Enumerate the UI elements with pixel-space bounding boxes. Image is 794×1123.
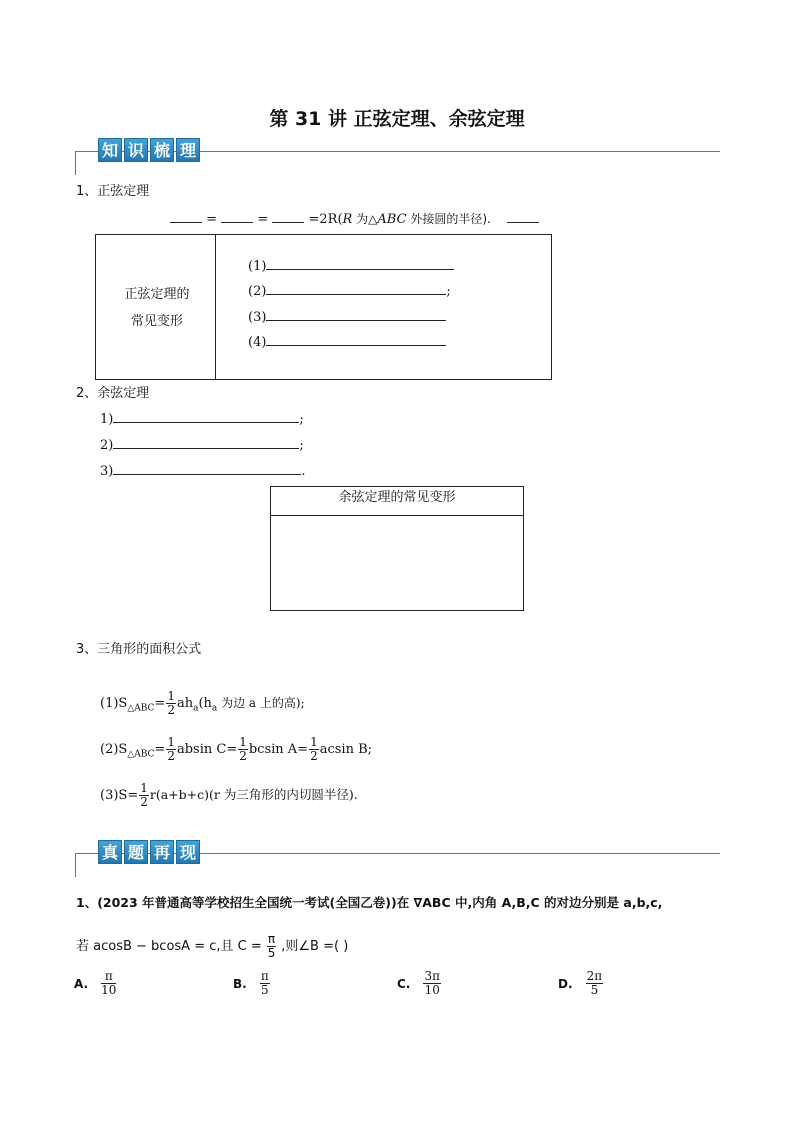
blank <box>272 210 304 223</box>
den: 2 <box>167 749 175 763</box>
den: 10 <box>101 983 117 997</box>
area-formula-1 <box>100 690 305 717</box>
suffix: ; <box>299 438 304 453</box>
banner-char: 现 <box>176 840 200 864</box>
num: π <box>260 969 269 983</box>
f-prefix: (3)S= <box>100 788 139 803</box>
option-c[interactable] <box>397 970 442 997</box>
c-fraction <box>267 933 276 960</box>
num: π <box>101 970 116 984</box>
suffix: ; <box>299 412 304 427</box>
option-label: D. <box>558 977 573 991</box>
sine-variants-table <box>95 234 552 380</box>
option-fraction <box>586 970 604 997</box>
blank <box>266 257 454 270</box>
f-prefix: (1)S <box>100 696 128 711</box>
cond-b: ,则∠B =( ) <box>281 939 349 954</box>
num: 2π <box>586 969 603 983</box>
suffix: . <box>301 464 306 479</box>
option-fraction <box>260 970 270 997</box>
item-num: (2) <box>248 284 267 299</box>
r-var: R <box>342 212 353 227</box>
den: 5 <box>260 983 269 997</box>
table-label: 正弦定理的常见变形 <box>124 287 190 329</box>
den: 2 <box>239 749 247 763</box>
num: 1 <box>310 735 318 749</box>
f-sub: a <box>193 703 199 714</box>
blank <box>221 210 253 223</box>
den: 10 <box>424 983 440 997</box>
option-label: A. <box>74 977 89 991</box>
den: 2 <box>167 703 175 717</box>
option-b[interactable] <box>233 970 271 997</box>
equals-2r: =2R( <box>308 212 343 227</box>
half-fraction <box>309 736 319 763</box>
section-banner-past-exams <box>98 840 202 866</box>
item-num: (4) <box>248 335 267 350</box>
sine-law-formula <box>170 210 539 227</box>
half-fraction <box>238 736 248 763</box>
cond-a: 若 acosB − bcosA = c,且 C = <box>76 939 262 954</box>
banner-left-rule <box>75 151 76 175</box>
cos-variants-box <box>270 486 524 611</box>
f-eq: = <box>154 742 166 757</box>
page-title: 第 31 讲 正弦定理、余弦定理 <box>269 108 525 130</box>
f-body: ah <box>176 696 194 711</box>
num: 3π <box>424 969 440 983</box>
box-title: 余弦定理的常见变形 <box>271 487 523 516</box>
half-fraction <box>139 782 149 809</box>
section-banner-knowledge <box>98 138 202 164</box>
option-fraction <box>101 970 116 997</box>
banner-char: 理 <box>176 138 200 162</box>
f-sub: a <box>211 703 218 714</box>
banner-char: 再 <box>150 840 174 864</box>
desc: 为△ <box>352 212 378 226</box>
num: 1 <box>167 735 175 749</box>
blank <box>113 436 299 449</box>
den: 2 <box>140 795 148 809</box>
den: 5 <box>590 983 599 997</box>
option-label: B. <box>233 977 247 991</box>
question-1-condition <box>76 933 348 960</box>
den: 5 <box>267 946 276 960</box>
blank <box>507 210 539 223</box>
option-d[interactable] <box>558 970 604 997</box>
item-num: 2) <box>100 438 114 453</box>
den: 2 <box>310 749 318 763</box>
variant-2 <box>248 282 451 299</box>
area-formula-3 <box>100 782 358 809</box>
banner-char: 真 <box>98 840 122 864</box>
option-label: C. <box>397 977 411 991</box>
equals: = <box>257 212 269 227</box>
item-num: (1) <box>248 259 267 274</box>
cos-law-3 <box>100 462 305 479</box>
option-a[interactable] <box>74 970 117 997</box>
section-1-heading: 1、正弦定理 <box>76 184 150 199</box>
banner-left-rule <box>75 853 76 877</box>
num: 1 <box>239 735 247 749</box>
option-fraction <box>423 970 441 997</box>
variant-3 <box>248 308 446 325</box>
variant-1 <box>248 257 454 274</box>
banner-char: 识 <box>124 138 148 162</box>
f-term: acsin B; <box>319 742 373 757</box>
half-fraction <box>166 690 176 717</box>
f-sub: △ABC <box>127 703 155 714</box>
f-eq: = <box>154 696 166 711</box>
item-num: 1) <box>100 412 114 427</box>
num: π <box>267 932 276 946</box>
f-sub: △ABC <box>127 749 155 760</box>
blank <box>266 308 446 321</box>
variant-4 <box>248 333 446 350</box>
f-body: r(a+b+c)(r 为三角形的内切圆半径). <box>149 787 358 802</box>
half-fraction <box>166 736 176 763</box>
blank <box>113 410 299 423</box>
f-tail: (h <box>198 696 212 711</box>
blank <box>266 282 446 295</box>
table-divider <box>215 235 216 379</box>
f-term: absin C= <box>176 742 238 757</box>
cos-law-1 <box>100 410 304 427</box>
question-1-stem: 1、(2023 年普通高等学校招生全国统一考试(全国乙卷))在 ∇ABC 中,内角 A,B,C 的对边分别是 a,b,c, <box>76 895 663 910</box>
equals: = <box>206 212 218 227</box>
f-desc: 为边 a 上的高); <box>217 696 305 710</box>
banner-char: 知 <box>98 138 122 162</box>
blank <box>266 333 446 346</box>
suffix: ; <box>446 284 451 299</box>
f-term: bcsin A= <box>248 742 309 757</box>
f-prefix: (2)S <box>100 742 128 757</box>
banner-char: 梳 <box>150 138 174 162</box>
section-3-heading: 3、三角形的面积公式 <box>76 642 202 657</box>
item-num: (3) <box>248 310 267 325</box>
banner-char: 题 <box>124 840 148 864</box>
area-formula-2 <box>100 736 372 763</box>
blank <box>170 210 202 223</box>
num: 1 <box>140 781 148 795</box>
cos-law-2 <box>100 436 304 453</box>
blank <box>113 462 301 475</box>
num: 1 <box>167 689 175 703</box>
item-num: 3) <box>100 464 114 479</box>
desc-tail: 外接圆的半径). <box>406 212 491 226</box>
section-2-heading: 2、余弦定理 <box>76 386 150 401</box>
abc-var: ABC <box>377 212 407 227</box>
